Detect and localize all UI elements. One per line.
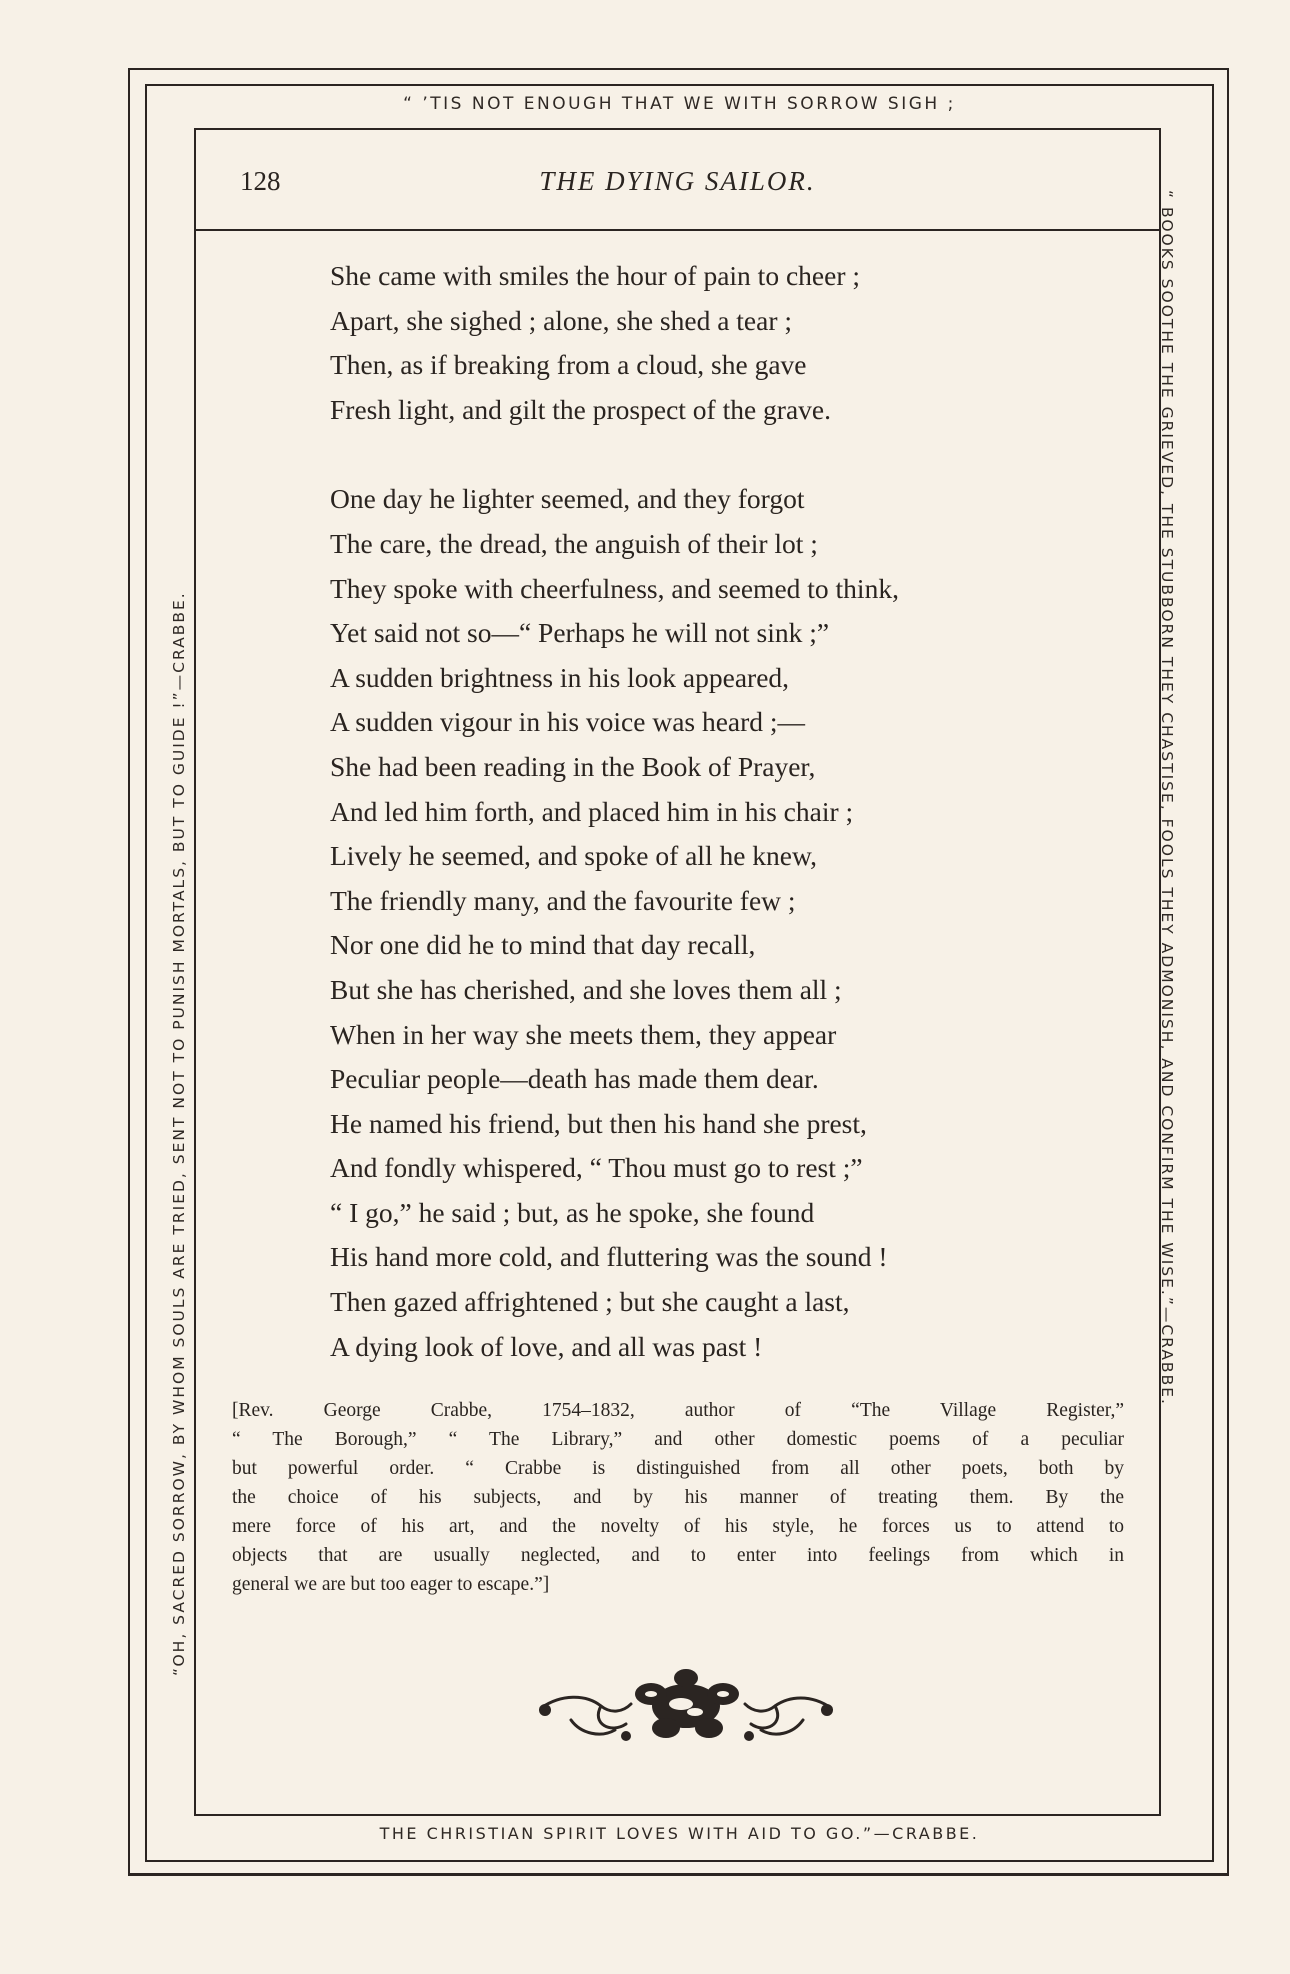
poem-line: Lively he seemed, and spoke of all he knew, [330,840,817,872]
poem-line: Then gazed affrightened ; but she caught a last, [330,1286,850,1318]
floral-tailpiece-ornament-icon [531,1664,841,1754]
poem-line: Then, as if breaking from a cloud, she gave [330,349,807,381]
bottom-border-quote: THE CHRISTIAN SPIRIT LOVES WITH AID TO GO.”—CRABBE. [379,1824,980,1843]
poem-line: She had been reading in the Book of Prayer, [330,750,816,782]
biographical-note [232,1396,1124,1599]
note-line: “ The Borough,” “ The Library,” and other domestic poems of a peculiar [232,1429,1124,1450]
top-border-quote: “ ’TIS NOT ENOUGH THAT WE WITH SORROW SIGH ; [403,94,956,114]
poem-line: “ I go,” he said ; but, as he spoke, she found [330,1196,815,1228]
note-line: mere force of his art, and the novelty of his style, he forces us to attend to [232,1516,1124,1537]
poem-line: Nor one did he to mind that day recall, [330,929,756,961]
poem-line: They spoke with cheerfulness, and seemed to think, [330,572,899,604]
poem-line: When in her way she meets them, they appear [330,1018,837,1050]
poem-line: His hand more cold, and fluttering was the sound ! [330,1241,888,1273]
poem-line: A sudden vigour in his voice was heard ;— [330,706,806,738]
note-line: the choice of his subjects, and by his manner of treating them. By the [232,1487,1124,1508]
poem-line: But she has cherished, and she loves them all ; [330,973,842,1005]
note-line: [Rev. George Crabbe, 1754–1832, author of “The Village Register,” [232,1400,1124,1421]
stanza-gap [330,432,1130,477]
note-line: objects that are usually neglected, and to enter into feelings from which in [232,1545,1124,1566]
poem-stanza-1 [330,254,1130,432]
poem-body [330,254,1130,1369]
poem-line: One day he lighter seemed, and they forgot [330,483,805,515]
header-rule [194,229,1161,231]
poem-line: A dying look of love, and all was past ! [330,1330,763,1362]
poem-line: The friendly many, and the favourite few ; [330,884,796,916]
poem-line: Peculiar people—death has made them dear. [330,1063,819,1095]
poem-line: The care, the dread, the anguish of their lot ; [330,527,818,559]
page-number: 128 [240,166,281,196]
running-title: THE DYING SAILOR. [539,166,816,196]
poem-line: A sudden brightness in his look appeared, [330,661,790,693]
note-line: but powerful order. “ Crabbe is distinguished from all other poets, both by [232,1458,1124,1479]
poem-line: Apart, she sighed ; alone, she shed a tear ; [330,304,793,336]
poem-line: Fresh light, and gilt the prospect of the grave. [330,393,831,425]
poem-line: Yet said not so—“ Perhaps he will not sink ;” [330,617,830,649]
poem-line: And fondly whispered, “ Thou must go to rest ;” [330,1152,863,1184]
right-border-quote: “ BOOKS SOOTHE THE GRIEVED, THE STUBBORN THEY CHASTISE, FOOLS THEY ADMONISH, AND CONFIRM THE WISE.”—CRABBE. [1158,190,1176,1406]
poem-stanza-2 [330,477,1130,1369]
poem-line: He named his friend, but then his hand she prest, [330,1107,867,1139]
poem-line: And led him forth, and placed him in his chair ; [330,795,854,827]
note-line: general we are but too eager to escape.”] [232,1574,550,1595]
left-border-quote: “OH, SACRED SORROW, BY WHOM SOULS ARE TRIED, SENT NOT TO PUNISH MORTALS, BUT TO GUIDE !”—CRABBE. [170,591,188,1676]
poem-line: She came with smiles the hour of pain to cheer ; [330,260,860,291]
